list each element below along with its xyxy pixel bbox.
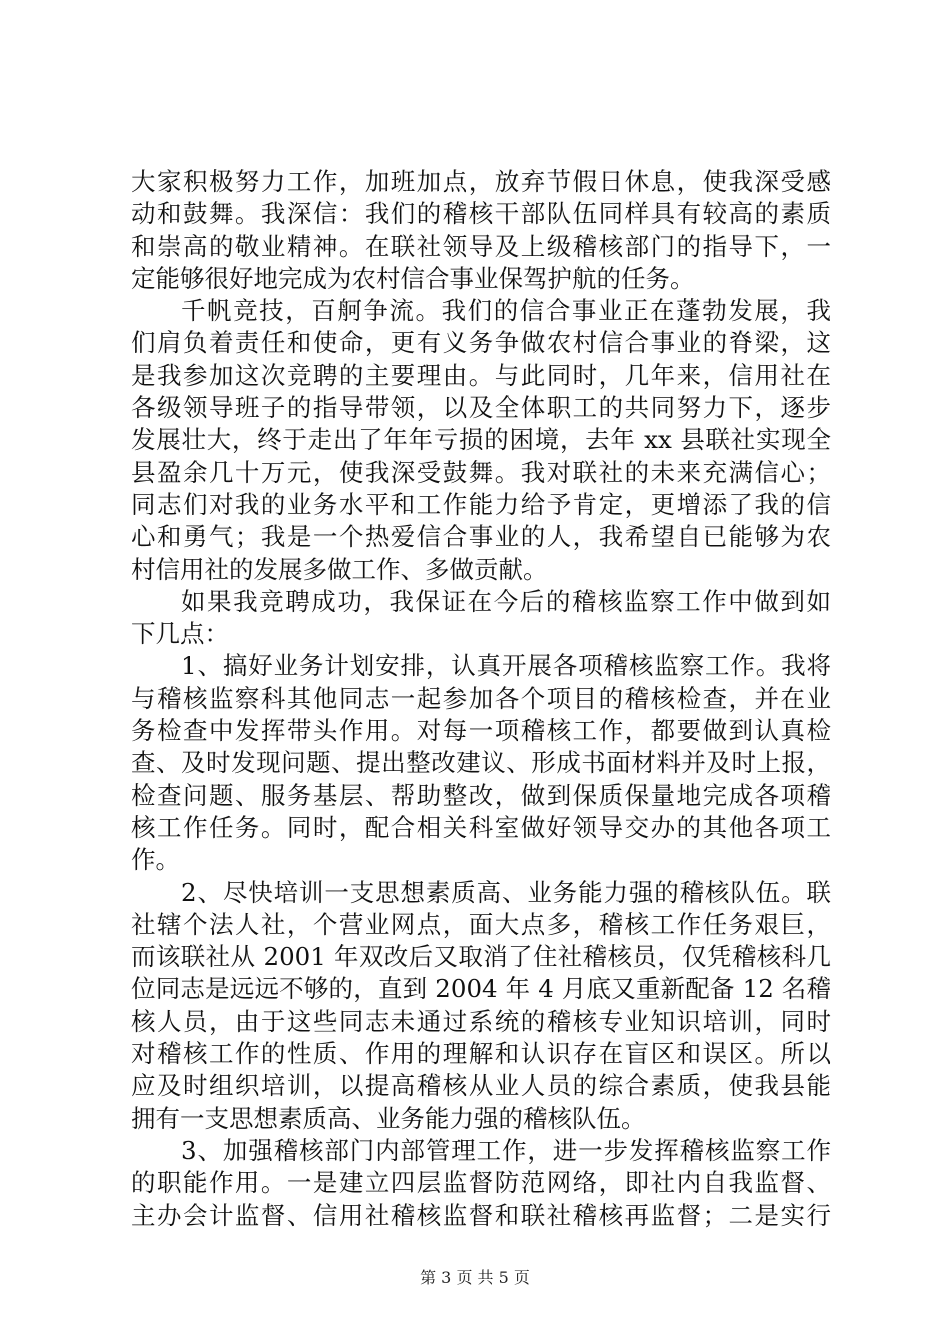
text-line: 2、尽快培训一支思想素质高、业务能力强的稽核队伍。联 xyxy=(181,877,831,907)
text-line: 拥有一支思想素质高、业务能力强的稽核队伍。 xyxy=(131,1103,646,1133)
paragraph xyxy=(131,650,831,876)
text-line: 是我参加这次竞聘的主要理由。与此同时，几年来，信用社在 xyxy=(131,360,831,390)
text-line: 查、及时发现问题、提出整改建议、形成书面材料并及时上报， xyxy=(131,748,831,778)
paragraph xyxy=(131,295,831,586)
text-line: 而该联社从 2001 年双改后又取消了住社稽核员，仅凭稽核科几 xyxy=(131,942,831,972)
text-line: 务检查中发挥带头作用。对每一项稽核工作，都要做到认真检 xyxy=(131,716,831,746)
text-line: 和崇高的敬业精神。在联社领导及上级稽核部门的指导下，一 xyxy=(131,231,831,261)
document-body xyxy=(131,166,831,1232)
text-line: 位同志是远远不够的，直到 2004 年 4 月底又重新配备 12 名稽 xyxy=(131,974,831,1004)
page-number-label: 第 3 页 共 5 页 xyxy=(420,1268,530,1287)
text-line: 如果我竞聘成功，我保证在今后的稽核监察工作中做到如 xyxy=(181,586,831,616)
text-line: 3、加强稽核部门内部管理工作，进一步发挥稽核监察工作 xyxy=(181,1135,831,1165)
text-line: 发展壮大，终于走出了年年亏损的困境，去年 xx 县联社实现全 xyxy=(131,425,831,455)
text-line: 与稽核监察科其他同志一起参加各个项目的稽核检查，并在业 xyxy=(131,683,831,713)
text-line: 大家积极努力工作，加班加点，放弃节假日休息，使我深受感 xyxy=(131,167,831,196)
paragraph xyxy=(131,166,831,295)
text-line: 各级领导班子的指导带领，以及全体职工的共同努力下，逐步 xyxy=(131,393,831,423)
text-line: 主办会计监督、信用社稽核监督和联社稽核再监督；二是实行 xyxy=(131,1200,831,1230)
text-line: 县盈余几十万元，使我深受鼓舞。我对联社的未来充满信心； xyxy=(131,457,831,487)
page-footer xyxy=(0,1268,950,1288)
text-line: 社辖个法人社，个营业网点，面大点多，稽核工作任务艰巨， xyxy=(131,909,831,939)
text-line: 对稽核工作的性质、作用的理解和认识存在盲区和误区。所以 xyxy=(131,1039,831,1069)
text-line: 千帆竞技，百舸争流。我们的信合事业正在蓬勃发展，我 xyxy=(181,296,831,326)
text-line: 应及时组织培训，以提高稽核从业人员的综合素质，使我县能 xyxy=(131,1071,831,1101)
paragraph xyxy=(131,586,831,651)
paragraph xyxy=(131,877,831,1135)
text-line: 1、搞好业务计划安排，认真开展各项稽核监察工作。我将 xyxy=(181,651,831,681)
text-line: 动和鼓舞。我深信：我们的稽核干部队伍同样具有较高的素质 xyxy=(131,199,831,229)
text-line: 的职能作用。一是建立四层监督防范网络，即社内自我监督、 xyxy=(131,1168,831,1198)
text-line: 核工作任务。同时，配合相关科室做好领导交办的其他各项工 xyxy=(131,812,831,842)
text-line: 心和勇气；我是一个热爱信合事业的人，我希望自已能够为农 xyxy=(131,522,831,552)
text-line: 定能够很好地完成为农村信合事业保驾护航的任务。 xyxy=(131,263,695,293)
text-line: 们肩负着责任和使命，更有义务争做农村信合事业的脊梁，这 xyxy=(131,328,831,358)
paragraph xyxy=(131,1135,831,1232)
text-line: 作。 xyxy=(131,845,180,875)
text-line: 核人员，由于这些同志未通过系统的稽核专业知识培训，同时 xyxy=(131,1006,831,1036)
text-line: 下几点： xyxy=(131,619,229,649)
text-line: 同志们对我的业务水平和工作能力给予肯定，更增添了我的信 xyxy=(131,489,831,519)
text-line: 村信用社的发展多做工作、多做贡献。 xyxy=(131,554,548,584)
text-line: 检查问题、服务基层、帮助整改，做到保质保量地完成各项稽 xyxy=(131,780,831,810)
